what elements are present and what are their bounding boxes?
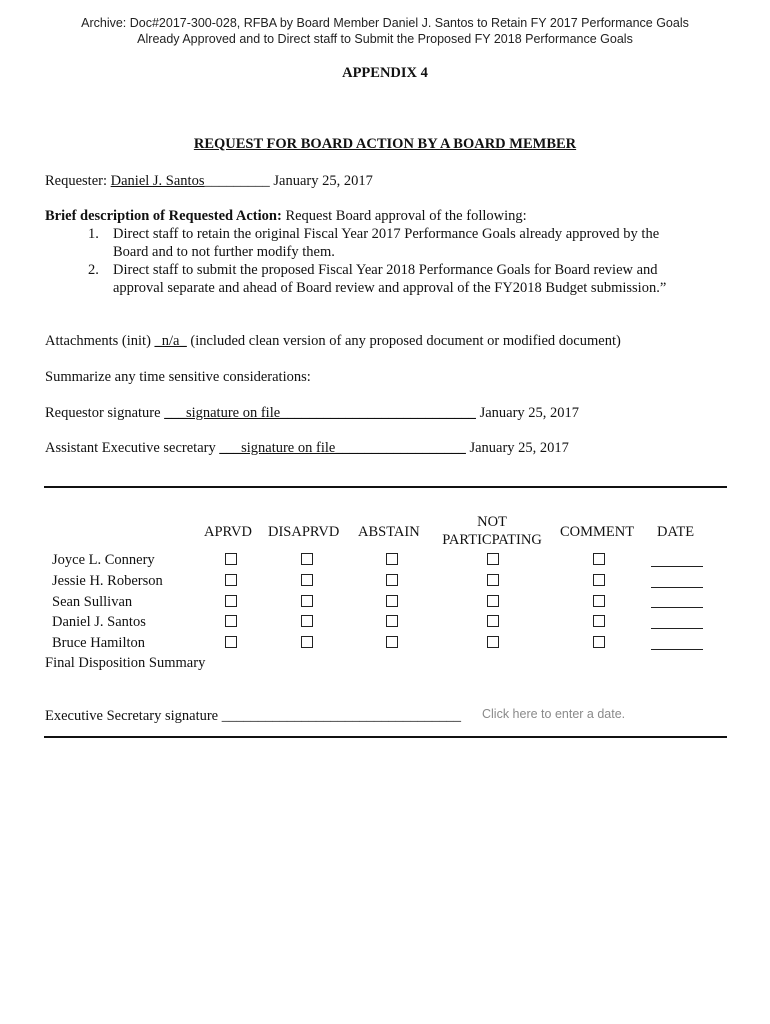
list-item-text: Direct staff to retain the original Fiscal Year 2017 Performance Goals already approved by the Board and to not further modify them. [113,226,660,260]
archive-header-line-1: Archive: Doc#2017-300-028, RFBA by Board Member Daniel J. Santos to Retain FY 2017 Performance Goals [81,16,689,30]
list-item-text: Direct staff to submit the proposed Fiscal Year 2018 Performance Goals for Board review and approval separate and ahead of Board review and approval of the FY2018 Budget submission.” [113,262,667,296]
disaprvd-checkbox[interactable] [301,615,313,627]
list-item [88,261,698,297]
not-participating-checkbox[interactable] [487,553,499,565]
list-item-number: 2. [88,262,99,278]
section-divider-top [44,486,727,488]
column-header-participating-line: PARTICPATING [442,532,542,548]
aprvd-checkbox[interactable] [225,595,237,607]
brief-description-text: Request Board approval of the following: [281,208,527,224]
attachments-note: (included clean version of any proposed document or modified document) [186,333,621,349]
member-name: Sean Sullivan [52,594,133,610]
assistant-signature-date: January 25, 2017 [465,440,569,456]
abstain-checkbox[interactable] [386,636,398,648]
member-name: Jessie H. Roberson [52,573,163,589]
executive-signature-line [45,707,461,725]
archive-header-line-2: Already Approved and to Direct staff to Submit the Proposed FY 2018 Performance Goals [137,32,633,46]
comment-checkbox[interactable] [593,595,605,607]
requested-actions-list [88,225,698,297]
time-sensitive-label: Summarize any time sensitive considerations: [45,369,311,385]
disaprvd-checkbox[interactable] [301,553,313,565]
assistant-signature-line [45,439,569,457]
column-header-abstain: ABSTAIN [358,524,420,540]
not-participating-checkbox[interactable] [487,574,499,586]
list-item [88,225,698,261]
brief-description-line [45,207,527,225]
comment-checkbox[interactable] [593,615,605,627]
not-participating-checkbox[interactable] [487,615,499,627]
executive-signature-field[interactable]: _________________________________ [221,708,461,724]
member-name: Daniel J. Santos [52,614,146,630]
assistant-signature-label: Assistant Executive secretary [45,440,220,456]
column-header-comment: COMMENT [560,524,635,540]
aprvd-checkbox[interactable] [225,615,237,627]
date-field-line[interactable] [651,607,703,608]
executive-signature-label: Executive Secretary signature [45,708,222,724]
column-header-aprvd: APRVD [204,524,252,540]
requestor-signature-label: Requestor signature [45,405,165,421]
aprvd-checkbox[interactable] [225,574,237,586]
requester-name: Daniel J. Santos [110,173,205,189]
abstain-checkbox[interactable] [386,553,398,565]
brief-description-label: Brief description of Requested Action: [45,208,282,224]
requester-label: Requester: [45,173,111,189]
aprvd-checkbox[interactable] [225,553,237,565]
column-header-not-line: NOT [477,514,507,530]
section-divider-bottom [44,736,727,738]
aprvd-checkbox[interactable] [225,636,237,648]
comment-checkbox[interactable] [593,636,605,648]
date-field-line[interactable] [651,628,703,629]
abstain-checkbox[interactable] [386,574,398,586]
date-field-line[interactable] [651,566,703,567]
requestor-signature-value: ___signature on file___________________________ [164,405,476,421]
not-participating-checkbox[interactable] [487,595,499,607]
requester-date: January 25, 2017 [269,173,373,189]
comment-checkbox[interactable] [593,574,605,586]
requester-line [45,172,373,190]
requester-blank: _________ [204,173,270,189]
member-name: Joyce L. Connery [52,552,155,568]
abstain-checkbox[interactable] [386,595,398,607]
date-field-line[interactable] [651,649,703,650]
date-picker-placeholder[interactable]: Click here to enter a date. [482,707,626,721]
not-participating-checkbox[interactable] [487,636,499,648]
comment-checkbox[interactable] [593,553,605,565]
appendix-heading: APPENDIX 4 [342,65,428,81]
attachments-value: _n/a_ [154,333,187,349]
requestor-signature-line [45,404,579,422]
column-header-not-participating [437,513,547,549]
disaprvd-checkbox[interactable] [301,636,313,648]
archive-header [0,15,770,47]
final-disposition-summary-label: Final Disposition Summary [45,655,206,671]
disaprvd-checkbox[interactable] [301,574,313,586]
disaprvd-checkbox[interactable] [301,595,313,607]
attachments-label: Attachments (init) [45,333,155,349]
column-header-disaprvd: DISAPRVD [268,524,340,540]
attachments-line [45,332,621,350]
document-title: REQUEST FOR BOARD ACTION BY A BOARD MEMBER [193,136,577,152]
list-item-number: 1. [88,226,99,242]
member-name: Bruce Hamilton [52,635,146,651]
date-field-line[interactable] [651,587,703,588]
requestor-signature-date: January 25, 2017 [475,405,580,421]
assistant-signature-value: ___signature on file__________________ [219,440,466,456]
column-header-date: DATE [657,524,695,540]
abstain-checkbox[interactable] [386,615,398,627]
